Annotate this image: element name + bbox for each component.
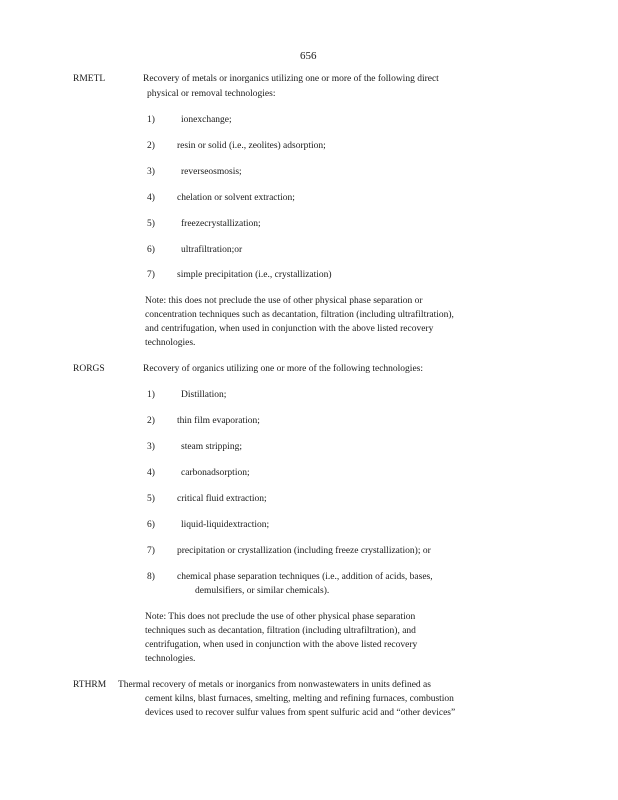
rmetl-item-text: simple precipitation (i.e., crystallization) bbox=[177, 270, 332, 280]
rorgs-item-text: Distillation; bbox=[181, 390, 227, 400]
rmetl-item-number: 6) bbox=[147, 245, 155, 255]
code-rthrm: RTHRM bbox=[73, 680, 107, 690]
rmetl-item-number: 7) bbox=[147, 270, 155, 280]
rmetl-item-number: 2) bbox=[147, 141, 155, 151]
rorgs-note-line-4: technologies. bbox=[145, 654, 196, 664]
rmetl-item-text: reverseosmosis; bbox=[181, 167, 242, 177]
rorgs-item-number: 4) bbox=[147, 468, 155, 478]
rmetl-item-number: 1) bbox=[147, 115, 155, 125]
rorgs-item-text-continued: demulsifiers, or similar chemicals). bbox=[195, 586, 330, 596]
rorgs-item-number: 7) bbox=[147, 546, 155, 556]
rorgs-item-text: precipitation or crystallization (including freeze crystallization); or bbox=[177, 546, 431, 556]
rorgs-intro-line-1: Recovery of organics utilizing one or more of the following technologies: bbox=[143, 364, 424, 374]
code-rorgs: RORGS bbox=[73, 364, 105, 374]
rmetl-note-line-1: Note: this does not preclude the use of other physical phase separation or bbox=[145, 296, 423, 306]
rthrm-intro-line-3: devices used to recover sulfur values from spent sulfuric acid and “other devices” bbox=[145, 708, 456, 718]
rorgs-note-line-2: techniques such as decantation, filtration (including ultrafiltration), and bbox=[145, 626, 416, 636]
rmetl-item-text: freezecrystallization; bbox=[181, 219, 261, 229]
rorgs-item-text: liquid-liquidextraction; bbox=[181, 520, 270, 530]
rmetl-item-text: ultrafiltration;or bbox=[181, 245, 243, 255]
rorgs-item-text: steam stripping; bbox=[181, 442, 242, 452]
rmetl-item-text: chelation or solvent extraction; bbox=[177, 193, 295, 203]
rmetl-item-number: 3) bbox=[147, 167, 155, 177]
rorgs-item-number: 6) bbox=[147, 520, 155, 530]
rorgs-note-line-1: Note: This does not preclude the use of other physical phase separation bbox=[145, 612, 416, 622]
rmetl-item-text: resin or solid (i.e., zeolites) adsorption; bbox=[177, 141, 326, 151]
rorgs-item-text: thin film evaporation; bbox=[177, 416, 260, 426]
page-number: 656 bbox=[300, 50, 317, 62]
rmetl-note-line-2: concentration techniques such as decantation, filtration (including ultrafiltration), bbox=[145, 310, 454, 320]
rorgs-item-number: 8) bbox=[147, 572, 155, 582]
rorgs-item-number: 3) bbox=[147, 442, 155, 452]
rorgs-item-text: chemical phase separation techniques (i.e., addition of acids, bases, bbox=[177, 572, 433, 582]
rmetl-intro-line-1: Recovery of metals or inorganics utilizing one or more of the following direct bbox=[143, 74, 439, 84]
rmetl-item-text: ionexchange; bbox=[181, 115, 232, 125]
rorgs-note-line-3: centrifugation, when used in conjunction with the above listed recovery bbox=[145, 640, 418, 650]
rthrm-intro-line-1: Thermal recovery of metals or inorganics from nonwastewaters in units defined as bbox=[118, 680, 431, 690]
rmetl-item-number: 4) bbox=[147, 193, 155, 203]
rmetl-item-number: 5) bbox=[147, 219, 155, 229]
rmetl-note-line-4: technologies. bbox=[145, 338, 196, 348]
rorgs-item-text: carbonadsorption; bbox=[181, 468, 250, 478]
rorgs-item-number: 1) bbox=[147, 390, 155, 400]
code-rmetl: RMETL bbox=[73, 74, 106, 84]
rthrm-intro-line-2: cement kilns, blast furnaces, smelting, melting and refining furnaces, combustion bbox=[145, 694, 454, 704]
rmetl-intro-line-2: physical or removal technologies: bbox=[147, 89, 276, 99]
rorgs-item-number: 5) bbox=[147, 494, 155, 504]
rorgs-item-text: critical fluid extraction; bbox=[177, 494, 267, 504]
rorgs-item-number: 2) bbox=[147, 416, 155, 426]
rmetl-note-line-3: and centrifugation, when used in conjunction with the above listed recovery bbox=[145, 324, 434, 334]
